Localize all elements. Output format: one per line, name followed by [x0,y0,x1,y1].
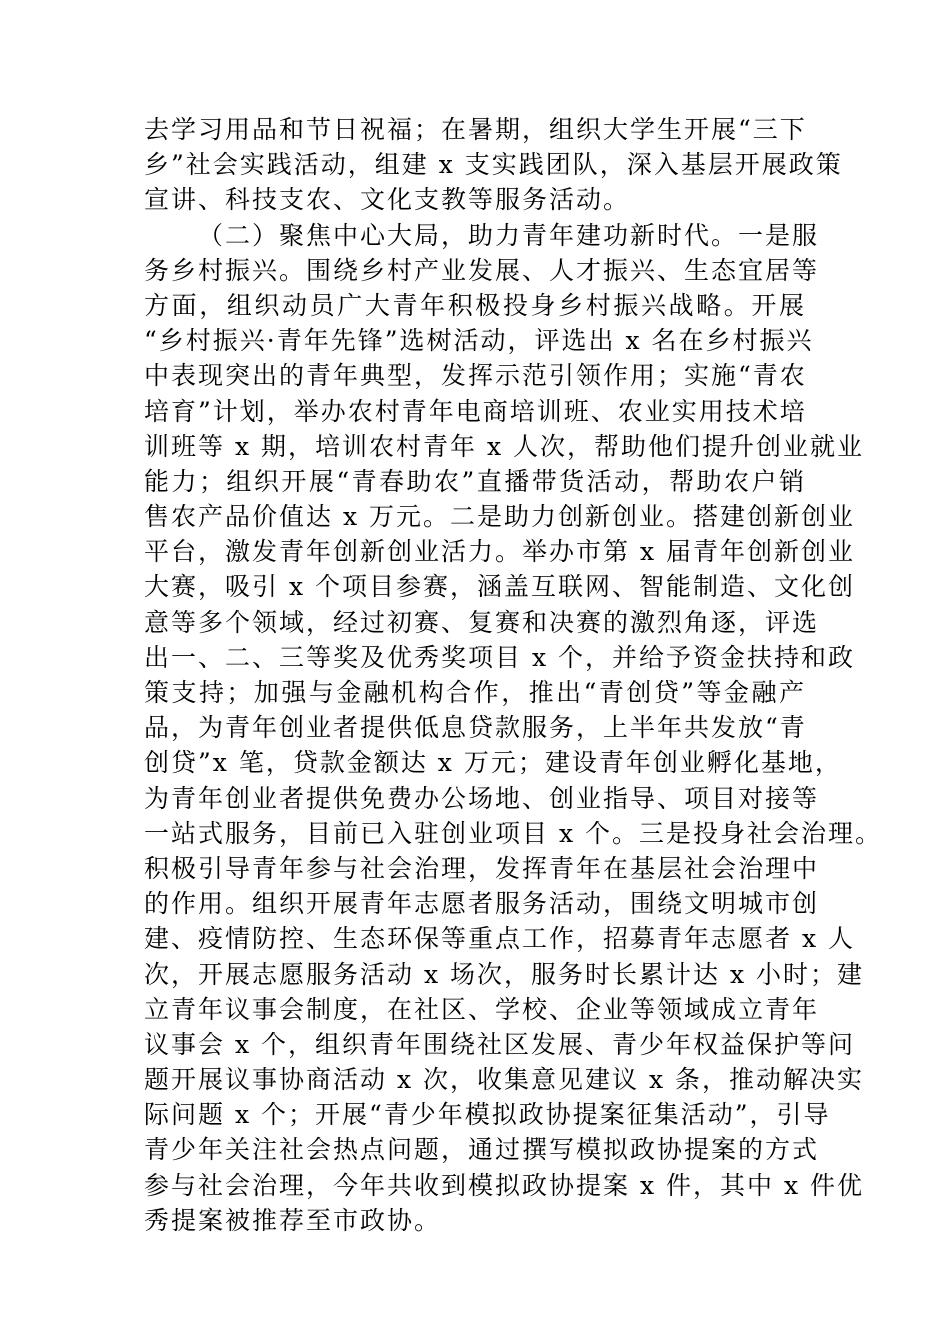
text-line: 务乡村振兴。围绕乡村产业发展、人才振兴、生态宜居等 [144,255,820,285]
text-line: 方面，组织动员广大青年积极投身乡村振兴战略。开展 [144,290,806,320]
text-line: 宣讲、科技支农、文化支教等服务活动。 [144,185,631,215]
text-line: 积极引导青年参与社会治理，发挥青年在基层社会治理中 [144,853,820,883]
text-line: 次，开展志愿服务活动 x 场次，服务时长累计达 x 小时；建 [144,959,864,989]
text-line: 乡”社会实践活动，组建 x 支实践团队，深入基层开展政策 [144,150,843,180]
text-line: 秀提案被推荐至市政协。 [144,1205,442,1235]
text-line: 售农产品价值达 x 万元。二是助力创新创业。搭建创新创业 [144,502,855,532]
text-line: 议事会 x 个，组织青年围绕社区发展、青少年权益保护等问 [144,1029,855,1059]
text-line: 训班等 x 期，培训农村青年 x 人次，帮助他们提升创业就业 [144,431,864,461]
text-line: 意等多个领域，经过初赛、复赛和决赛的激烈角逐，评选 [144,607,820,637]
text-line: 创贷”x 笔，贷款金额达 x 万元；建设青年创业孵化基地， [144,748,842,778]
body-text [144,112,882,1238]
text-line: 青少年关注社会热点问题，通过撰写模拟政协提案的方式 [144,1135,820,1165]
text-line: 际问题 x 个；开展“青少年模拟政协提案征集活动”，引导 [144,1100,831,1130]
paragraph-start-line: （二）聚焦中心大局，助力青年建功新时代。一是服 [198,220,820,250]
text-line: 大赛，吸引 x 个项目参赛，涵盖互联网、智能制造、文化创 [144,572,855,602]
text-line: 策支持；加强与金融机构合作，推出“青创贷”等金融产 [144,678,806,707]
text-line: 平台，激发青年创新创业活力。举办市第 x 届青年创新创业 [144,537,855,567]
text-line: 能力；组织开展“青春助农”直播带货活动，帮助农户销 [144,466,806,496]
text-line: 中表现突出的青年典型，发挥示范引领作用；实施“青农 [144,361,807,391]
text-line: 参与社会治理，今年共收到模拟政协提案 x 件，其中 x 件优 [144,1170,864,1200]
text-line: 为青年创业者提供免费办公场地、创业指导、项目对接等 [144,783,820,813]
text-line: 去学习用品和节日祝福；在暑期，组织大学生开展“三下 [144,115,807,144]
text-line: 出一、二、三等奖及优秀奖项目 x 个，并给予资金扶持和政 [144,642,855,672]
text-line: “乡村振兴·青年先锋”选树活动，评选出 x 名在乡村振兴 [144,326,814,356]
text-line: 立青年议事会制度，在社区、学校、企业等领域成立青年 [144,994,820,1024]
text-line: 建、疫情防控、生态环保等重点工作，招募青年志愿者 x 人 [144,924,855,954]
text-line: 的作用。组织开展青年志愿者服务活动，围绕文明城市创 [144,889,820,919]
text-line: 培育”计划，举办农村青年电商培训班、农业实用技术培 [144,396,807,426]
text-line: 一站式服务，目前已入驻创业项目 x 个。三是投身社会治理。 [144,818,882,848]
text-line: 品，为青年创业者提供低息贷款服务，上半年共发放“青 [144,713,807,743]
text-line: 题开展议事协商活动 x 次，收集意见建议 x 条，推动解决实 [144,1065,864,1095]
